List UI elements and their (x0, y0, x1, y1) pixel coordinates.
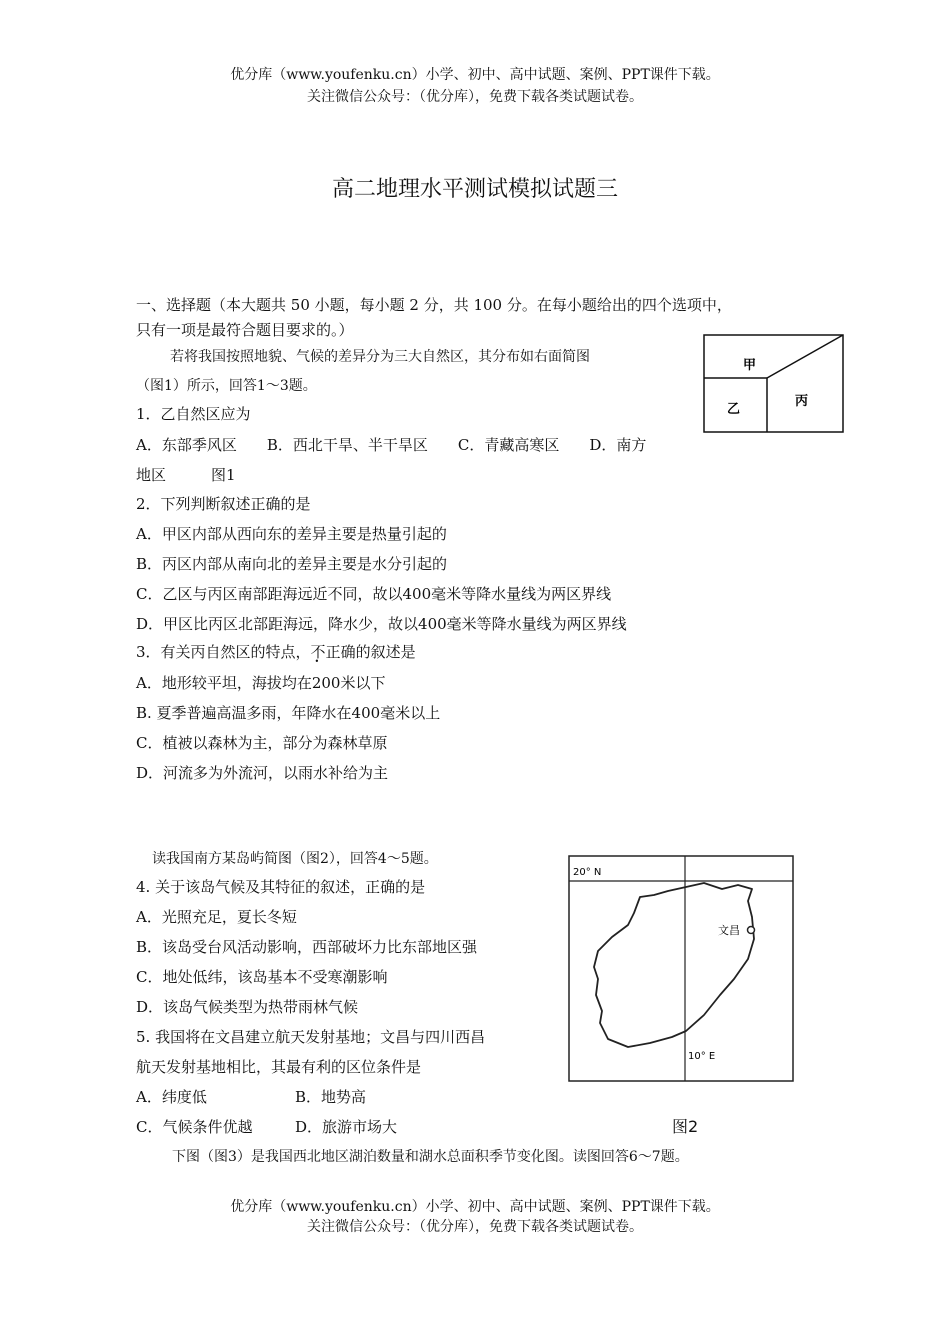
longitude-label: 10° E (688, 1051, 716, 1062)
figure-1-label-yi: 乙 (727, 402, 741, 417)
question-5-option-a: A．纬度低 (136, 1088, 207, 1106)
question-3-suffix: 正确的叙述是 (325, 643, 416, 661)
question-5-line-1: 5. 我国将在文昌建立航天发射基地；文昌与四川西昌 (136, 1028, 486, 1046)
question-1: 1．乙自然区应为 (136, 405, 251, 423)
section-heading-line-2: 只有一项是最符合题目要求的。） (136, 321, 354, 339)
question-3-option-c: C．植被以森林为主，部分为森林草原 (136, 734, 388, 752)
group1-intro-line-1: 若将我国按照地貌、气候的差异分为三大自然区，其分布如右面简图 (170, 349, 590, 365)
figure-1-frame (704, 335, 843, 432)
question-4-option-c: C．地处低纬，该岛基本不受寒潮影响 (136, 968, 388, 986)
figure-2-caption: 图2 (672, 1117, 699, 1136)
question-4-option-d: D．该岛气候类型为热带雨林气候 (136, 998, 359, 1016)
section-heading-line-1: 一、选择题（本大题共 50 小题，每小题 2 分，共 100 分。在每小题给出的四个选项中， (136, 296, 732, 314)
latitude-label: 20° N (573, 867, 602, 878)
figure-1-label-bing: 丙 (795, 394, 809, 409)
question-3-prefix: 3．有关丙自然区的特点， (136, 643, 311, 661)
figure-2-island-map (568, 855, 794, 1083)
question-2: 2．下列判断叙述正确的是 (136, 495, 311, 513)
question-2-option-c: C．乙区与丙区南部距海远近不同，故以400毫米等降水量线为两区界线 (136, 585, 612, 603)
question-4-option-a: A．光照充足，夏长冬短 (136, 908, 297, 926)
question-3-option-d: D．河流多为外流河，以雨水补给为主 (136, 764, 389, 782)
figure-1-regions-map (703, 334, 845, 434)
question-1-options-line-2: 地区 图1 (136, 466, 236, 484)
question-3-option-b: B. 夏季普遍高温多雨，年降水在400毫米以上 (136, 704, 441, 722)
header-line-1: 优分库（www.youfenku.cn）小学、初中、高中试题、案例、PPT课件下载。 (230, 67, 720, 83)
header-line-2: 关注微信公众号：（优分库），免费下载各类试题试卷。 (307, 89, 643, 105)
question-5-line-2: 航天发射基地相比，其最有利的区位条件是 (136, 1058, 422, 1076)
group1-intro-line-2: （图1）所示，回答1～3题。 (136, 378, 317, 394)
footer-line-2: 关注微信公众号：（优分库），免费下载各类试题试卷。 (307, 1219, 643, 1235)
question-5-option-c: C．气候条件优越 (136, 1118, 253, 1136)
question-4: 4. 关于该岛气候及其特征的叙述，正确的是 (136, 878, 426, 896)
wenchang-location-marker (748, 927, 755, 934)
question-1-options-line-1: A．东部季风区 B．西北干旱、半干旱区 C．青藏高寒区 D．南方 (136, 436, 647, 454)
figure-2-frame (569, 856, 793, 1081)
wenchang-label: 文昌 (718, 924, 740, 937)
question-2-option-b: B．丙区内部从南向北的差异主要是水分引起的 (136, 555, 448, 573)
question-5-option-b: B．地势高 (295, 1088, 367, 1106)
figure-1-label-jia: 甲 (743, 358, 757, 373)
question-3-option-a: A．地形较平坦，海拔均在200米以下 (136, 674, 386, 692)
page-title: 高二地理水平测试模拟试题三 (331, 177, 618, 202)
question-3-emphasis: 不 (310, 643, 326, 661)
question-4-option-b: B．该岛受台风活动影响，西部破坏力比东部地区强 (136, 938, 478, 956)
question-2-option-a: A．甲区内部从西向东的差异主要是热量引起的 (136, 525, 447, 543)
footer-line-1: 优分库（www.youfenku.cn）小学、初中、高中试题、案例、PPT课件下载。 (230, 1199, 720, 1215)
question-3 (136, 641, 416, 662)
group2-intro: 读我国南方某岛屿简图（图2），回答4～5题。 (152, 851, 438, 867)
group3-intro: 下图（图3）是我国西北地区湖泊数量和湖水总面积季节变化图。读图回答6～7题。 (172, 1149, 689, 1165)
question-5-option-d: D．旅游市场大 (295, 1118, 398, 1136)
question-2-option-d: D．甲区比丙区北部距海远，降水少，故以400毫米等降水量线为两区界线 (136, 615, 627, 633)
